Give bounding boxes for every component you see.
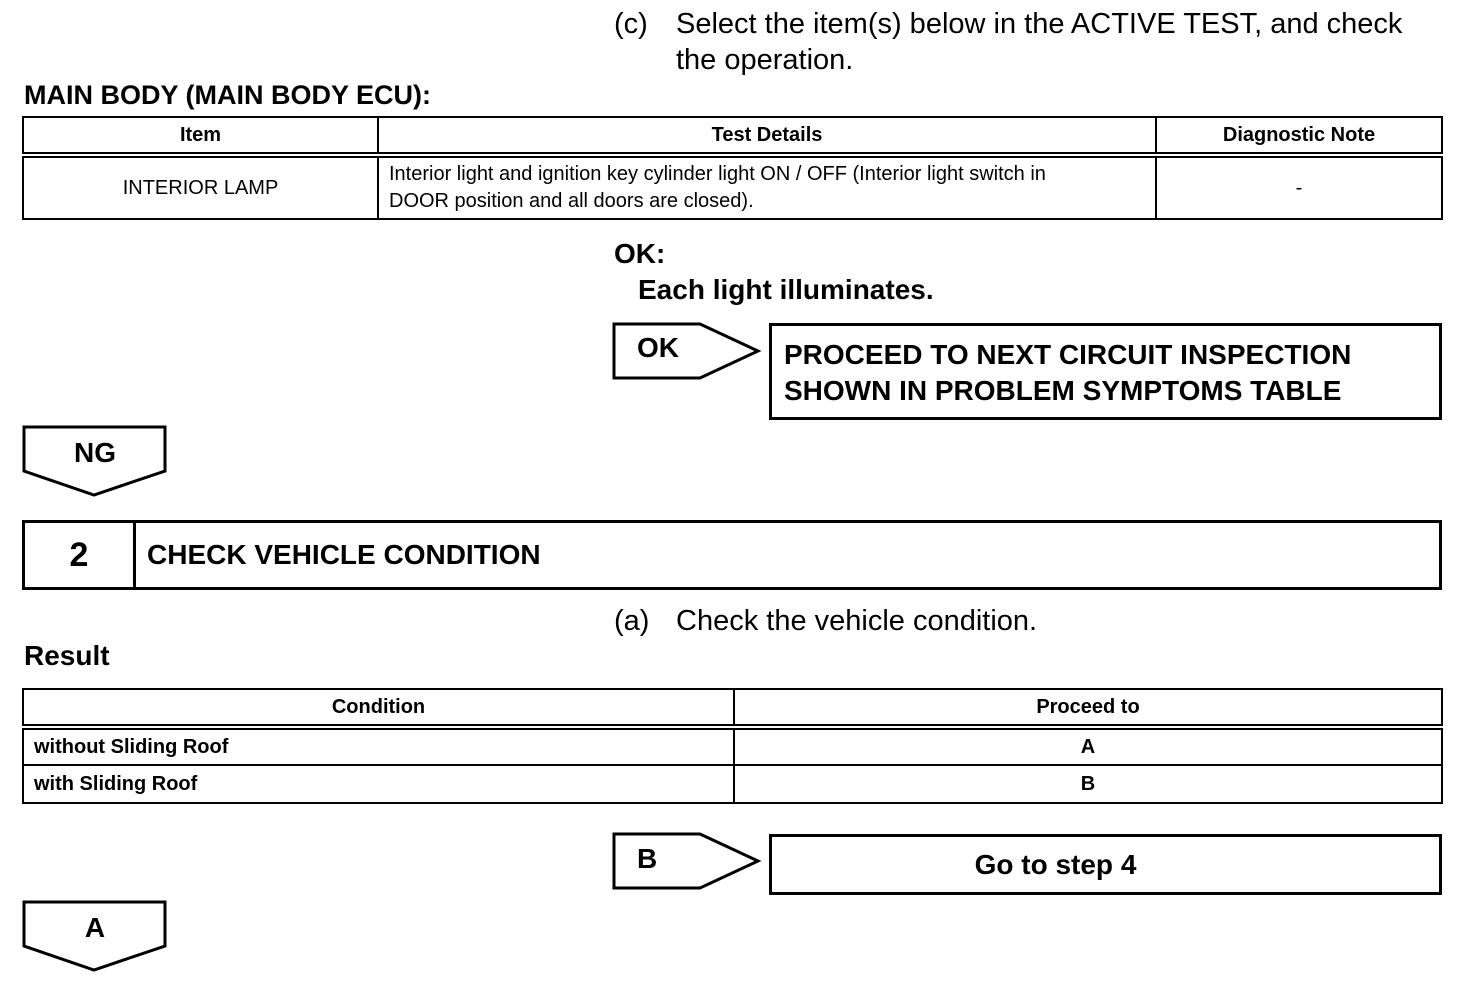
go-to-step-4-box [769,834,1442,895]
cell-diagnostic-note: - [1156,155,1442,219]
table-row [23,155,1442,219]
cell-proceed: A [734,727,1442,765]
result-heading: Result [24,640,110,671]
cell-item: INTERIOR LAMP [23,155,378,219]
proceed-line2: SHOWN IN PROBLEM SYMPTOMS TABLE [784,375,1342,406]
step-c-marker: (c) [614,8,648,40]
header-proceed-to: Proceed to [734,689,1442,727]
main-body-heading: MAIN BODY (MAIN BODY ECU): [24,80,432,110]
table-row [23,765,1442,803]
ok-arrow-label: OK [637,332,679,363]
step-title: CHECK VEHICLE CONDITION [147,539,541,570]
step-a-text: Check the vehicle condition. [676,605,1038,637]
active-test-table [22,116,1443,220]
header-item: Item [23,117,378,155]
ng-label: NG [74,437,116,468]
proceed-line1: PROCEED TO NEXT CIRCUIT INSPECTION [784,339,1352,370]
details-line1: Interior light and ignition key cylinder light ON / OFF (Interior light switch in [389,163,1046,185]
cell-test-details [378,155,1156,219]
table-row [23,727,1442,765]
a-label: A [84,912,106,943]
go-to-step-text: Go to step 4 [974,849,1137,880]
step-a-instruction [614,603,1414,641]
header-diagnostic-note: Diagnostic Note [1156,117,1442,155]
proceed-next-circuit-box [769,323,1442,420]
cell-condition: without Sliding Roof [23,727,734,765]
header-condition: Condition [23,689,734,727]
step-c-line2: the operation. [676,44,854,76]
step-2-header [22,520,1442,590]
step-number: 2 [25,523,136,587]
cell-condition: with Sliding Roof [23,765,734,803]
details-line2: DOOR position and all doors are closed). [389,190,754,212]
active-test-header-row [23,117,1442,155]
step-c-line1: Select the item(s) below in the ACTIVE TEST, and check [676,8,1403,40]
result-table [22,688,1443,804]
step-c-text [676,6,1456,78]
step-c-instruction [614,6,1454,82]
b-arrow-label: B [637,843,658,874]
b-arrow-icon [612,832,762,890]
cell-proceed: B [734,765,1442,803]
step-a-marker: (a) [614,605,650,637]
ok-spec-label: OK: [614,238,666,269]
ok-arrow-icon [612,322,762,380]
ok-spec-text: Each light illuminates. [638,274,934,305]
result-header-row [23,689,1442,727]
header-test-details: Test Details [378,117,1156,155]
